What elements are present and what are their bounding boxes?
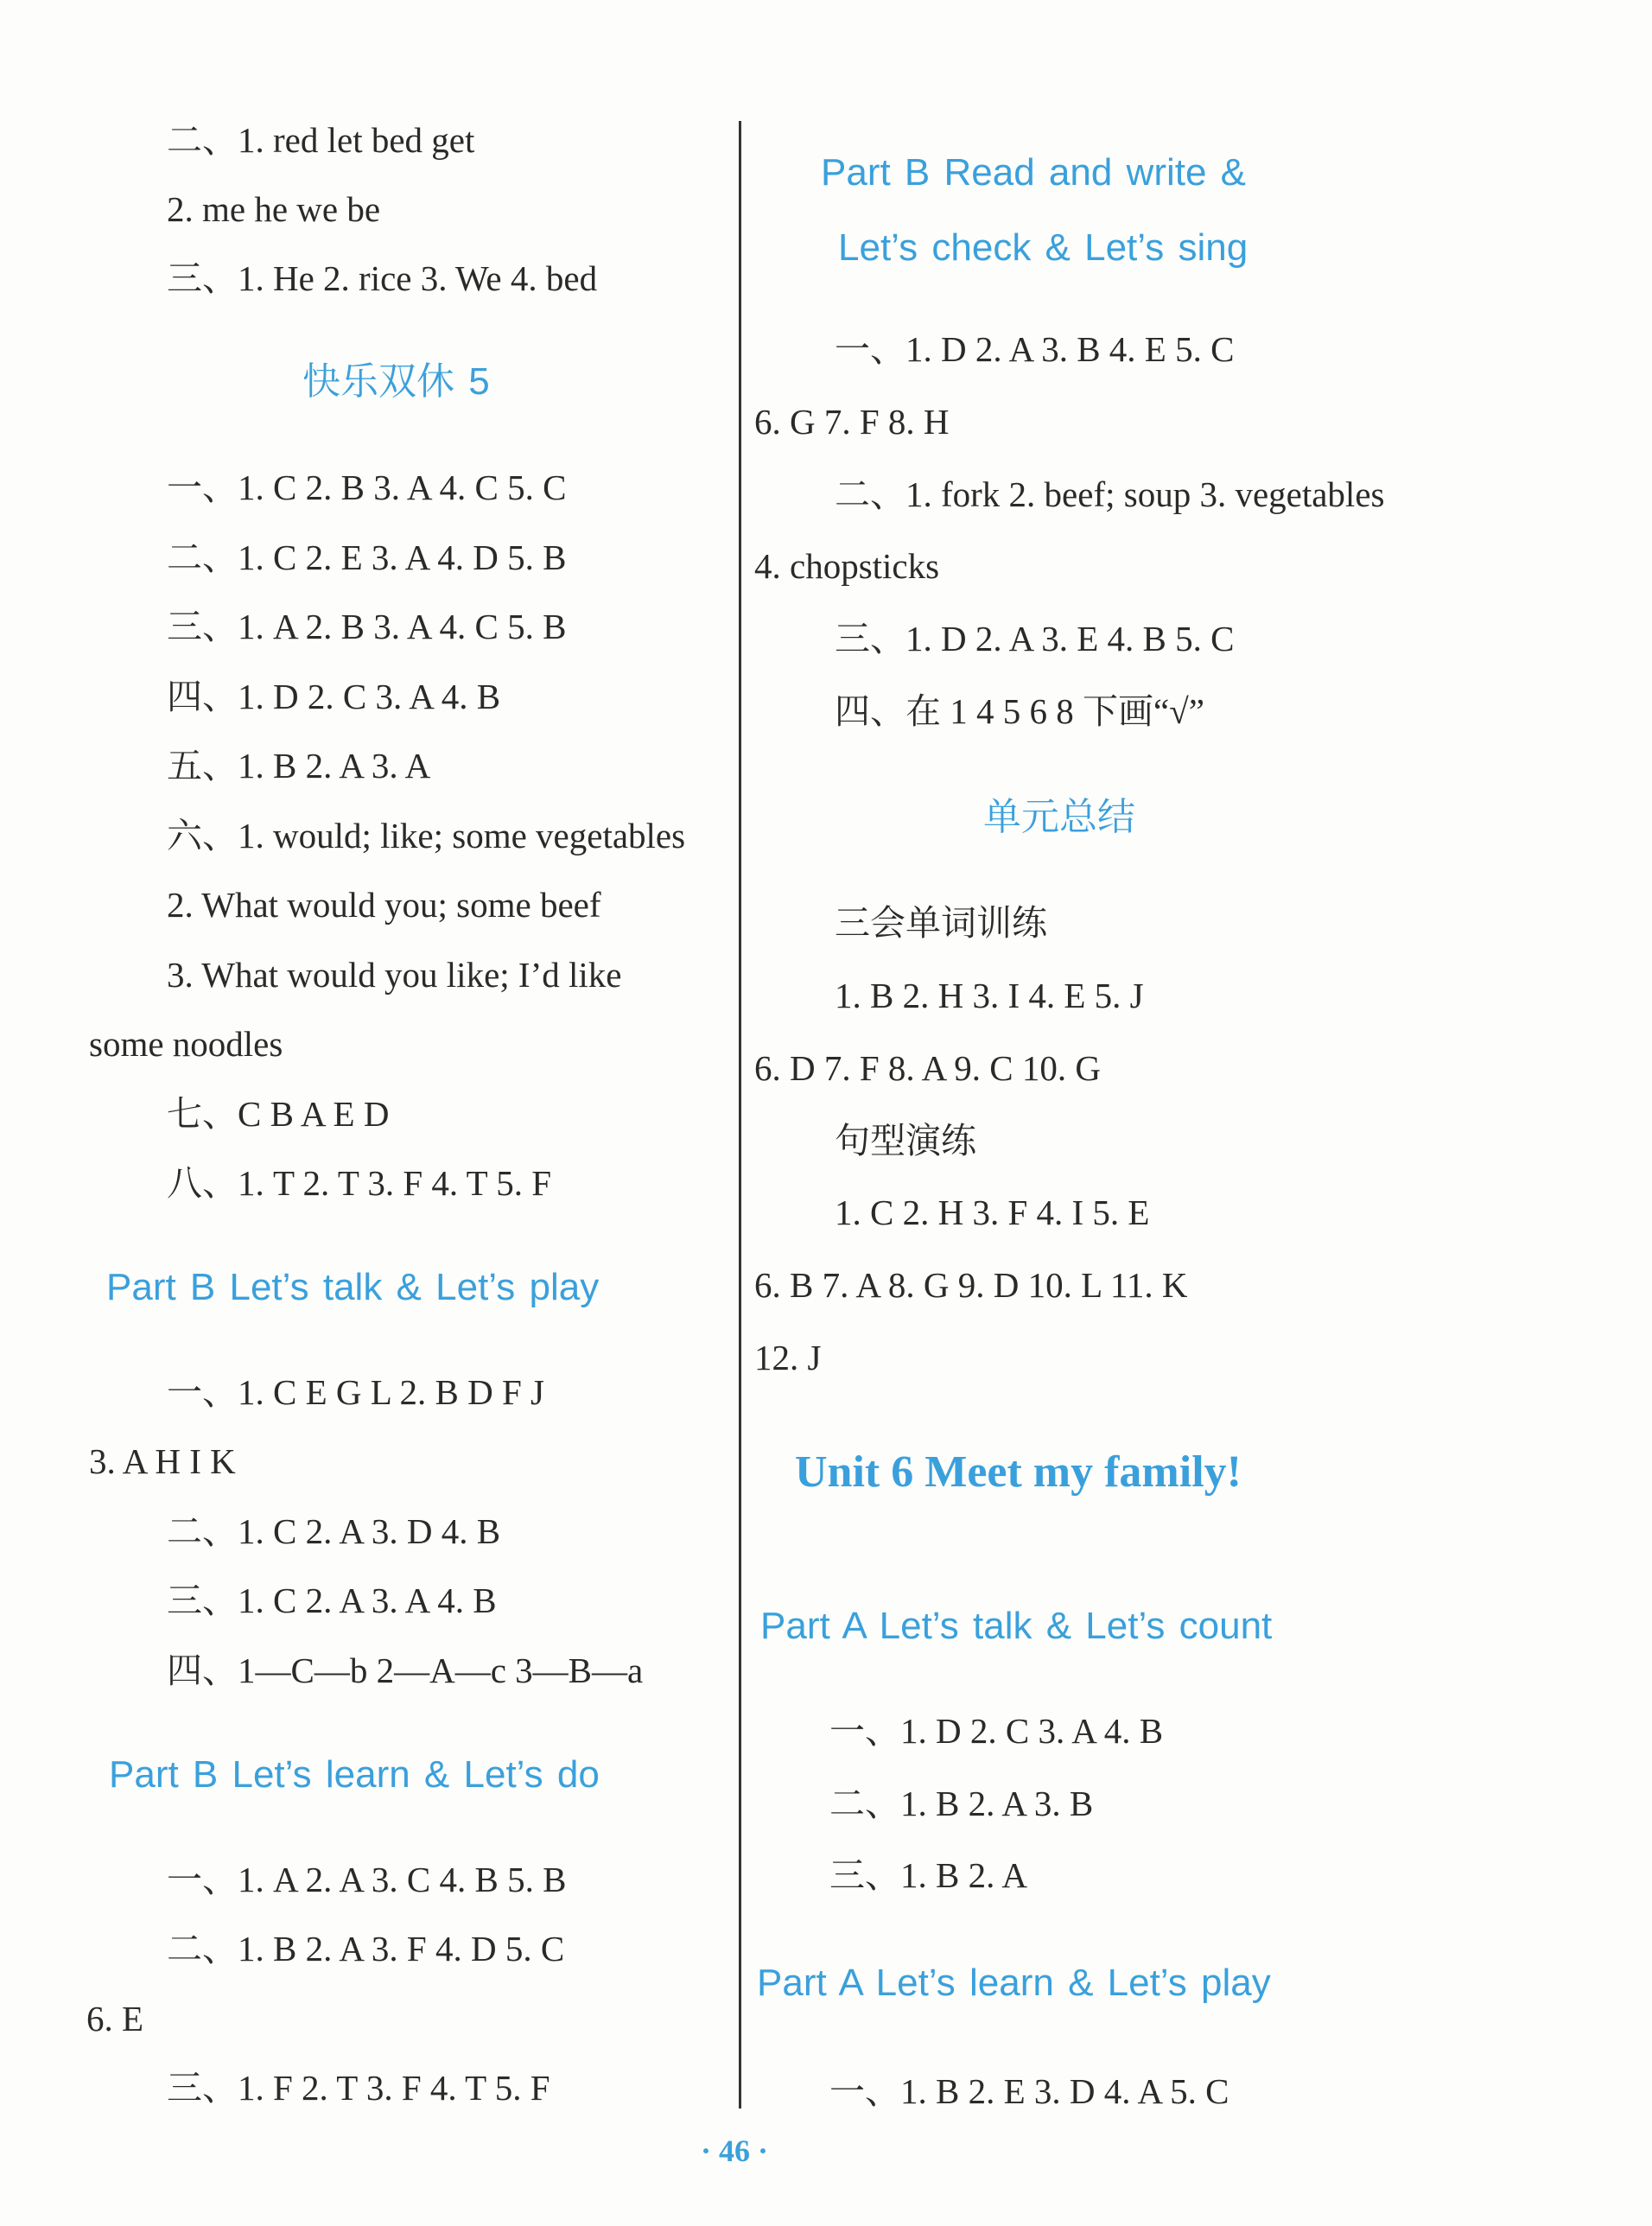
- answer-line: 六、1. would; like; some vegetables: [167, 816, 686, 855]
- answer-line: 一、1. D 2. C 3. A 4. B: [829, 1711, 1164, 1751]
- answer-line: 七、C B A E D: [167, 1094, 390, 1134]
- answer-line: 八、1. T 2. T 3. F 4. T 5. F: [167, 1163, 552, 1203]
- answer-line: 1. B 2. H 3. I 4. E 5. J: [835, 976, 1144, 1015]
- answer-line: 一、1. D 2. A 3. B 4. E 5. C: [835, 329, 1235, 369]
- column-divider: [739, 121, 741, 2108]
- answer-line: 二、1. B 2. A 3. B: [829, 1784, 1094, 1823]
- answer-line: 6. D 7. F 8. A 9. C 10. G: [754, 1048, 1101, 1088]
- section-heading: 快乐双休 5: [302, 360, 490, 403]
- answer-line: 6. B 7. A 8. G 9. D 10. L 11. K: [754, 1265, 1188, 1305]
- section-heading: 单元总结: [983, 796, 1135, 838]
- page-number: · 46 ·: [700, 2134, 768, 2168]
- section-heading: Part A Let’s learn & Let’s play: [757, 1962, 1271, 2004]
- answer-line: 三、1. F 2. T 3. F 4. T 5. F: [167, 2068, 550, 2108]
- answer-line: 二、1. fork 2. beef; soup 3. vegetables: [835, 474, 1385, 514]
- section-heading: Let’s check & Let’s sing: [838, 226, 1249, 269]
- answer-line: 四、1. D 2. C 3. A 4. B: [167, 677, 501, 716]
- answer-line: 2. What would you; some beef: [167, 885, 601, 925]
- answer-line: 6. E: [86, 1999, 144, 2038]
- answer-line: 三、1. He 2. rice 3. We 4. bed: [167, 258, 598, 298]
- answer-line: 4. chopsticks: [754, 546, 940, 586]
- answer-line: 二、1. C 2. E 3. A 4. D 5. B: [167, 537, 567, 577]
- answer-line: 3. A H I K: [89, 1441, 236, 1481]
- section-heading: Part A Let’s talk & Let’s count: [760, 1605, 1273, 1647]
- answer-line: 五、1. B 2. A 3. A: [167, 746, 431, 785]
- section-heading: Part B Read and write &: [821, 151, 1247, 194]
- section-heading: Part B Let’s learn & Let’s do: [109, 1753, 600, 1796]
- subsection-label: 三会单词训练: [835, 903, 1047, 943]
- answer-line: 2. me he we be: [167, 189, 381, 229]
- answer-line: 三、1. C 2. A 3. A 4. B: [167, 1580, 497, 1620]
- answer-line: 四、1—C—b 2—A—c 3—B—a: [167, 1650, 644, 1690]
- answer-line: 三、1. D 2. A 3. E 4. B 5. C: [835, 619, 1235, 658]
- answer-line: 一、1. B 2. E 3. D 4. A 5. C: [829, 2071, 1229, 2111]
- answer-line: 三、1. A 2. B 3. A 4. C 5. B: [167, 607, 567, 646]
- answer-line: 1. C 2. H 3. F 4. I 5. E: [835, 1192, 1150, 1232]
- answer-line: 二、1. red let bed get: [167, 120, 475, 160]
- answer-line: 一、1. C 2. B 3. A 4. C 5. C: [167, 467, 567, 507]
- unit-heading: Unit 6 Meet my family!: [795, 1447, 1242, 1497]
- answer-line: 三、1. B 2. A: [829, 1855, 1027, 1895]
- answer-line: 二、1. C 2. A 3. D 4. B: [167, 1511, 501, 1551]
- answer-line: 四、在 1 4 5 6 8 下画“√”: [835, 691, 1204, 731]
- answer-line: 二、1. B 2. A 3. F 4. D 5. C: [167, 1929, 565, 1968]
- answer-line: some noodles: [89, 1024, 283, 1064]
- section-heading: Part B Let’s talk & Let’s play: [106, 1266, 600, 1308]
- answer-line: 6. G 7. F 8. H: [754, 402, 950, 442]
- answer-line: 3. What would you like; I’d like: [167, 955, 622, 995]
- answer-line: 一、1. C E G L 2. B D F J: [167, 1372, 544, 1412]
- answer-line: 一、1. A 2. A 3. C 4. B 5. B: [167, 1860, 567, 1899]
- subsection-label: 句型演练: [835, 1121, 976, 1161]
- answer-line: 12. J: [754, 1338, 822, 1377]
